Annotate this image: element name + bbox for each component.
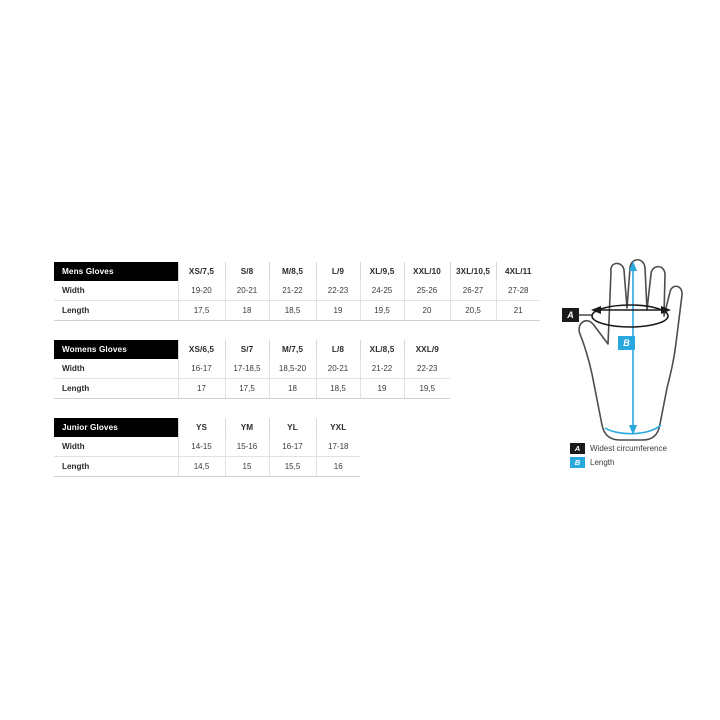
marker-b-chip: B — [618, 336, 635, 350]
empty-cell — [404, 457, 450, 477]
empty-header-cell — [360, 418, 404, 437]
empty-header-cell — [450, 418, 496, 437]
empty-cell — [450, 359, 496, 379]
cell: 16 — [316, 457, 360, 477]
cell: 22-23 — [316, 281, 360, 301]
row-label: Length — [54, 301, 178, 321]
table-header-row — [54, 418, 540, 437]
cell: 22-23 — [404, 359, 450, 379]
table-title: Mens Gloves — [62, 267, 114, 276]
size-tables — [54, 262, 540, 496]
table-title: Womens Gloves — [62, 345, 127, 354]
size-header-cell: YL — [269, 418, 316, 437]
row-label: Length — [54, 379, 178, 399]
cell: 24-25 — [360, 281, 404, 301]
empty-cell — [404, 437, 450, 457]
legend-item-a — [570, 443, 720, 454]
legend-item-b — [570, 457, 720, 468]
table-header-row — [54, 262, 540, 281]
empty-cell — [450, 457, 496, 477]
legend-marker-a-icon: A — [570, 443, 585, 454]
empty-cell — [496, 457, 540, 477]
cell: 19 — [316, 301, 360, 321]
size-header-cell: XL/8,5 — [360, 340, 404, 359]
cell: 27-28 — [496, 281, 540, 301]
legend-label: Length — [590, 458, 615, 467]
cell: 17,5 — [178, 301, 225, 321]
cell: 26-27 — [450, 281, 496, 301]
size-header-cell: S/7 — [225, 340, 269, 359]
cell: 18,5 — [269, 301, 316, 321]
cell: 19-20 — [178, 281, 225, 301]
empty-header-cell — [404, 418, 450, 437]
cell: 21-22 — [269, 281, 316, 301]
cell: 19 — [360, 379, 404, 399]
empty-cell — [360, 457, 404, 477]
cell: 18 — [269, 379, 316, 399]
size-header-cell: M/7,5 — [269, 340, 316, 359]
cell: 20 — [404, 301, 450, 321]
legend — [570, 443, 720, 471]
table-womens-gloves — [54, 340, 541, 399]
table-row — [54, 437, 540, 457]
empty-cell — [496, 437, 540, 457]
table-row — [54, 281, 540, 301]
cell: 14,5 — [178, 457, 225, 477]
cell: 19,5 — [404, 379, 450, 399]
row-label: Width — [54, 437, 178, 457]
size-header-cell: XS/6,5 — [178, 340, 225, 359]
empty-cell — [496, 379, 540, 399]
cell: 17-18,5 — [225, 359, 269, 379]
cell: 17 — [178, 379, 225, 399]
cell: 16-17 — [178, 359, 225, 379]
table-row — [54, 359, 540, 379]
row-label: Width — [54, 281, 178, 301]
cell: 17-18 — [316, 437, 360, 457]
size-header-cell: YM — [225, 418, 269, 437]
cell: 18,5-20 — [269, 359, 316, 379]
legend-marker-b-icon: B — [570, 457, 585, 468]
table-junior-gloves — [54, 418, 541, 477]
table-title: Junior Gloves — [62, 423, 118, 432]
row-label: Length — [54, 457, 178, 477]
table-row — [54, 457, 540, 477]
size-header-cell: XXL/9 — [404, 340, 450, 359]
cell: 20,5 — [450, 301, 496, 321]
size-header-cell: XXL/10 — [404, 262, 450, 281]
size-header-cell: YS — [178, 418, 225, 437]
size-header-cell: L/8 — [316, 340, 360, 359]
size-header-cell: 4XL/11 — [496, 262, 540, 281]
size-header-cell: XL/9,5 — [360, 262, 404, 281]
table-header-row — [54, 340, 540, 359]
cell: 18 — [225, 301, 269, 321]
cell: 16-17 — [269, 437, 316, 457]
table-row — [54, 301, 540, 321]
empty-cell — [360, 437, 404, 457]
cell: 15 — [225, 457, 269, 477]
cell: 20-21 — [225, 281, 269, 301]
cell: 21 — [496, 301, 540, 321]
empty-cell — [450, 437, 496, 457]
size-header-cell: M/8,5 — [269, 262, 316, 281]
empty-header-cell — [496, 418, 540, 437]
cell: 14-15 — [178, 437, 225, 457]
cell: 21-22 — [360, 359, 404, 379]
empty-cell — [496, 359, 540, 379]
empty-header-cell — [496, 340, 540, 359]
size-header-cell: L/9 — [316, 262, 360, 281]
size-header-cell: XS/7,5 — [178, 262, 225, 281]
cell: 18,5 — [316, 379, 360, 399]
empty-cell — [450, 379, 496, 399]
cell: 15-16 — [225, 437, 269, 457]
table-row — [54, 379, 540, 399]
cell: 25-26 — [404, 281, 450, 301]
marker-a-chip: A — [562, 308, 579, 322]
cell: 19,5 — [360, 301, 404, 321]
cell: 17,5 — [225, 379, 269, 399]
legend-label: Widest circumference — [590, 444, 667, 453]
table-mens-gloves — [54, 262, 540, 321]
size-header-cell: S/8 — [225, 262, 269, 281]
size-header-cell: YXL — [316, 418, 360, 437]
cell: 15,5 — [269, 457, 316, 477]
row-label: Width — [54, 359, 178, 379]
size-header-cell: 3XL/10,5 — [450, 262, 496, 281]
empty-header-cell — [450, 340, 496, 359]
cell: 20-21 — [316, 359, 360, 379]
